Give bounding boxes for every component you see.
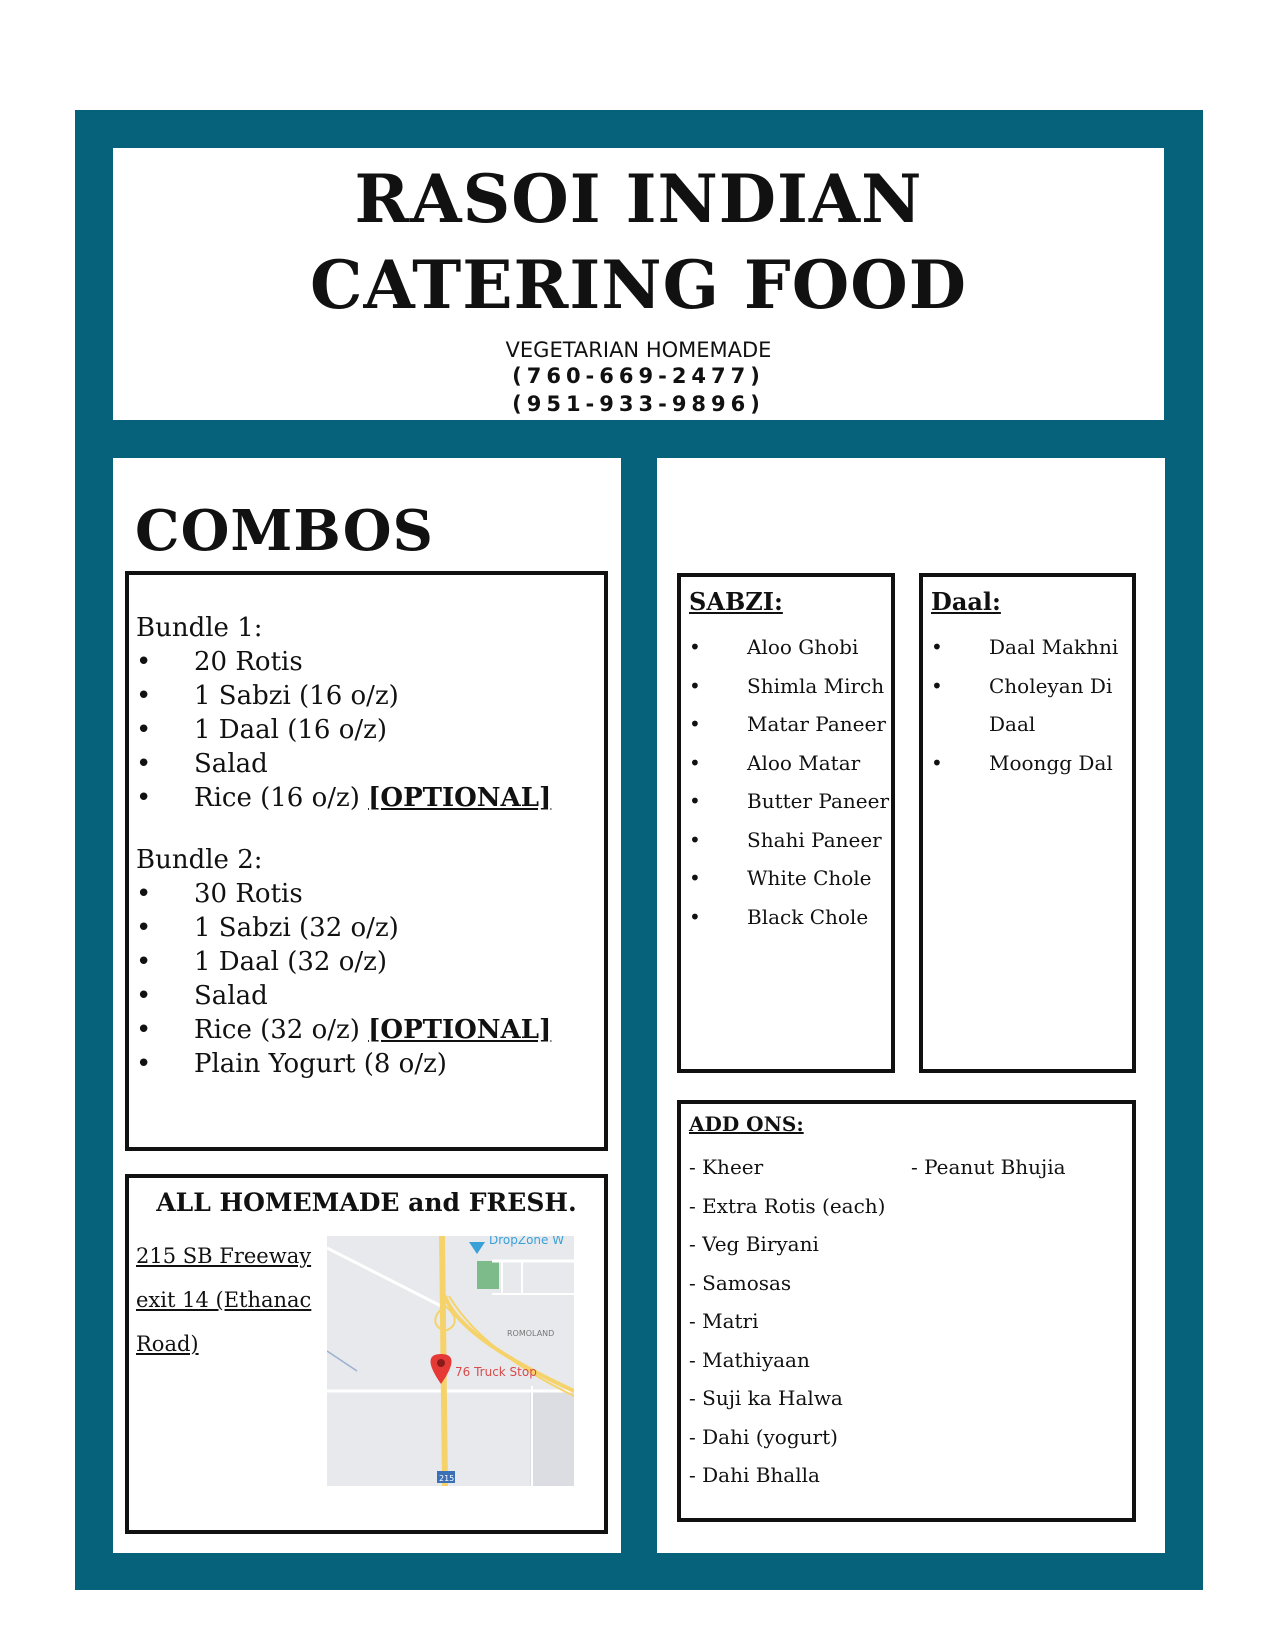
bundle-item: • 1 Sabzi (16 o/z) bbox=[136, 679, 604, 713]
addon-item: - Peanut Bhujia bbox=[911, 1155, 1066, 1179]
subtitle: VEGETARIAN HOMEMADE bbox=[505, 338, 772, 362]
bundles-box bbox=[125, 571, 608, 1151]
left-panel bbox=[113, 458, 621, 1553]
addon-item: - Kheer bbox=[689, 1155, 764, 1179]
map-label-area: ROMOLAND bbox=[507, 1329, 555, 1338]
right-panel bbox=[657, 458, 1165, 1553]
bundle-item: • 1 Sabzi (32 o/z) bbox=[136, 911, 604, 945]
sabzi-list bbox=[689, 628, 891, 936]
bundle-1 bbox=[136, 611, 604, 815]
addon-item: - Suji ka Halwa bbox=[689, 1386, 843, 1410]
bundle-item: • Rice (16 o/z) [OPTIONAL] bbox=[136, 781, 604, 815]
bundle-item-list bbox=[136, 645, 604, 815]
sabzi-item: • White Chole bbox=[689, 859, 891, 898]
park-area bbox=[477, 1261, 499, 1289]
addons-box bbox=[677, 1100, 1136, 1522]
bundle-item: • Salad bbox=[136, 979, 604, 1013]
phone-number-2: (951-933-9896) bbox=[512, 392, 765, 416]
map-label-place2: 76 Truck Stop bbox=[455, 1365, 537, 1379]
daal-title: Daal: bbox=[931, 587, 1001, 616]
sabzi-item: • Shimla Mirch bbox=[689, 667, 891, 706]
sabzi-item: • Shahi Paneer bbox=[689, 821, 891, 860]
bundle-item-list bbox=[136, 877, 604, 1081]
bundle-item: • 1 Daal (32 o/z) bbox=[136, 945, 604, 979]
location-box bbox=[125, 1174, 608, 1534]
addon-item: - Dahi (yogurt) bbox=[689, 1424, 838, 1449]
sabzi-item: • Matar Paneer bbox=[689, 705, 891, 744]
map-label-shield: 215 bbox=[439, 1474, 455, 1483]
optional-tag: [OPTIONAL] bbox=[368, 1015, 552, 1045]
bundle-title: Bundle 2: bbox=[136, 845, 263, 875]
optional-tag: [OPTIONAL] bbox=[368, 783, 552, 813]
map-graphic bbox=[327, 1236, 574, 1486]
addons-column-2 bbox=[911, 1148, 1066, 1187]
menu-frame bbox=[75, 110, 1203, 1590]
bundle-item: • Rice (32 o/z) [OPTIONAL] bbox=[136, 1013, 604, 1047]
address-link[interactable]: 215 SB Freeway exit 14 (Ethanac Road) bbox=[136, 1244, 312, 1356]
title-line-2: CATERING FOOD bbox=[309, 246, 967, 324]
addon-item: - Matri bbox=[689, 1309, 759, 1333]
bundle-item: • 20 Rotis bbox=[136, 645, 604, 679]
business-name bbox=[113, 156, 1164, 328]
addon-item: - Dahi Bhalla bbox=[689, 1463, 820, 1487]
bundle-item: • Salad bbox=[136, 747, 604, 781]
addon-item: - Samosas bbox=[689, 1270, 792, 1295]
bundle-title: Bundle 1: bbox=[136, 613, 263, 643]
bundle-item: • 1 Daal (16 o/z) bbox=[136, 713, 604, 747]
sabzi-item: • Aloo Matar bbox=[689, 744, 891, 783]
addon-item: - Mathiyaan bbox=[689, 1347, 810, 1372]
phone-number-1: (760-669-2477) bbox=[512, 364, 765, 388]
daal-item: • Moongg Dal bbox=[931, 744, 1132, 783]
title-line-1: RASOI INDIAN bbox=[354, 160, 923, 238]
sabzi-title: SABZI: bbox=[689, 587, 783, 616]
addon-item: - Extra Rotis (each) bbox=[689, 1193, 886, 1218]
daal-item: • Daal Makhni bbox=[931, 628, 1132, 667]
bundle-2 bbox=[136, 843, 604, 1081]
location-title: ALL HOMEMADE and FRESH. bbox=[156, 1188, 577, 1217]
addon-item: - Veg Biryani bbox=[689, 1232, 819, 1256]
daal-item: • Choleyan Di Daal bbox=[931, 667, 1132, 744]
sabzi-item: • Butter Paneer bbox=[689, 782, 891, 821]
map-image[interactable] bbox=[327, 1236, 574, 1486]
sabzi-box bbox=[677, 573, 895, 1073]
bundle-item: • Plain Yogurt (8 o/z) bbox=[136, 1047, 604, 1081]
daal-box bbox=[919, 573, 1136, 1073]
map-label-place1: DropZone W bbox=[489, 1236, 565, 1247]
header-panel bbox=[113, 148, 1164, 420]
addons-column-1 bbox=[689, 1148, 885, 1495]
sabzi-item: • Black Chole bbox=[689, 898, 891, 937]
daal-list bbox=[931, 628, 1132, 782]
sabzi-item: • Aloo Ghobi bbox=[689, 628, 891, 667]
combos-title: COMBOS bbox=[135, 498, 434, 564]
bundle-item: • 30 Rotis bbox=[136, 877, 604, 911]
addons-title: ADD ONS: bbox=[689, 1112, 804, 1136]
